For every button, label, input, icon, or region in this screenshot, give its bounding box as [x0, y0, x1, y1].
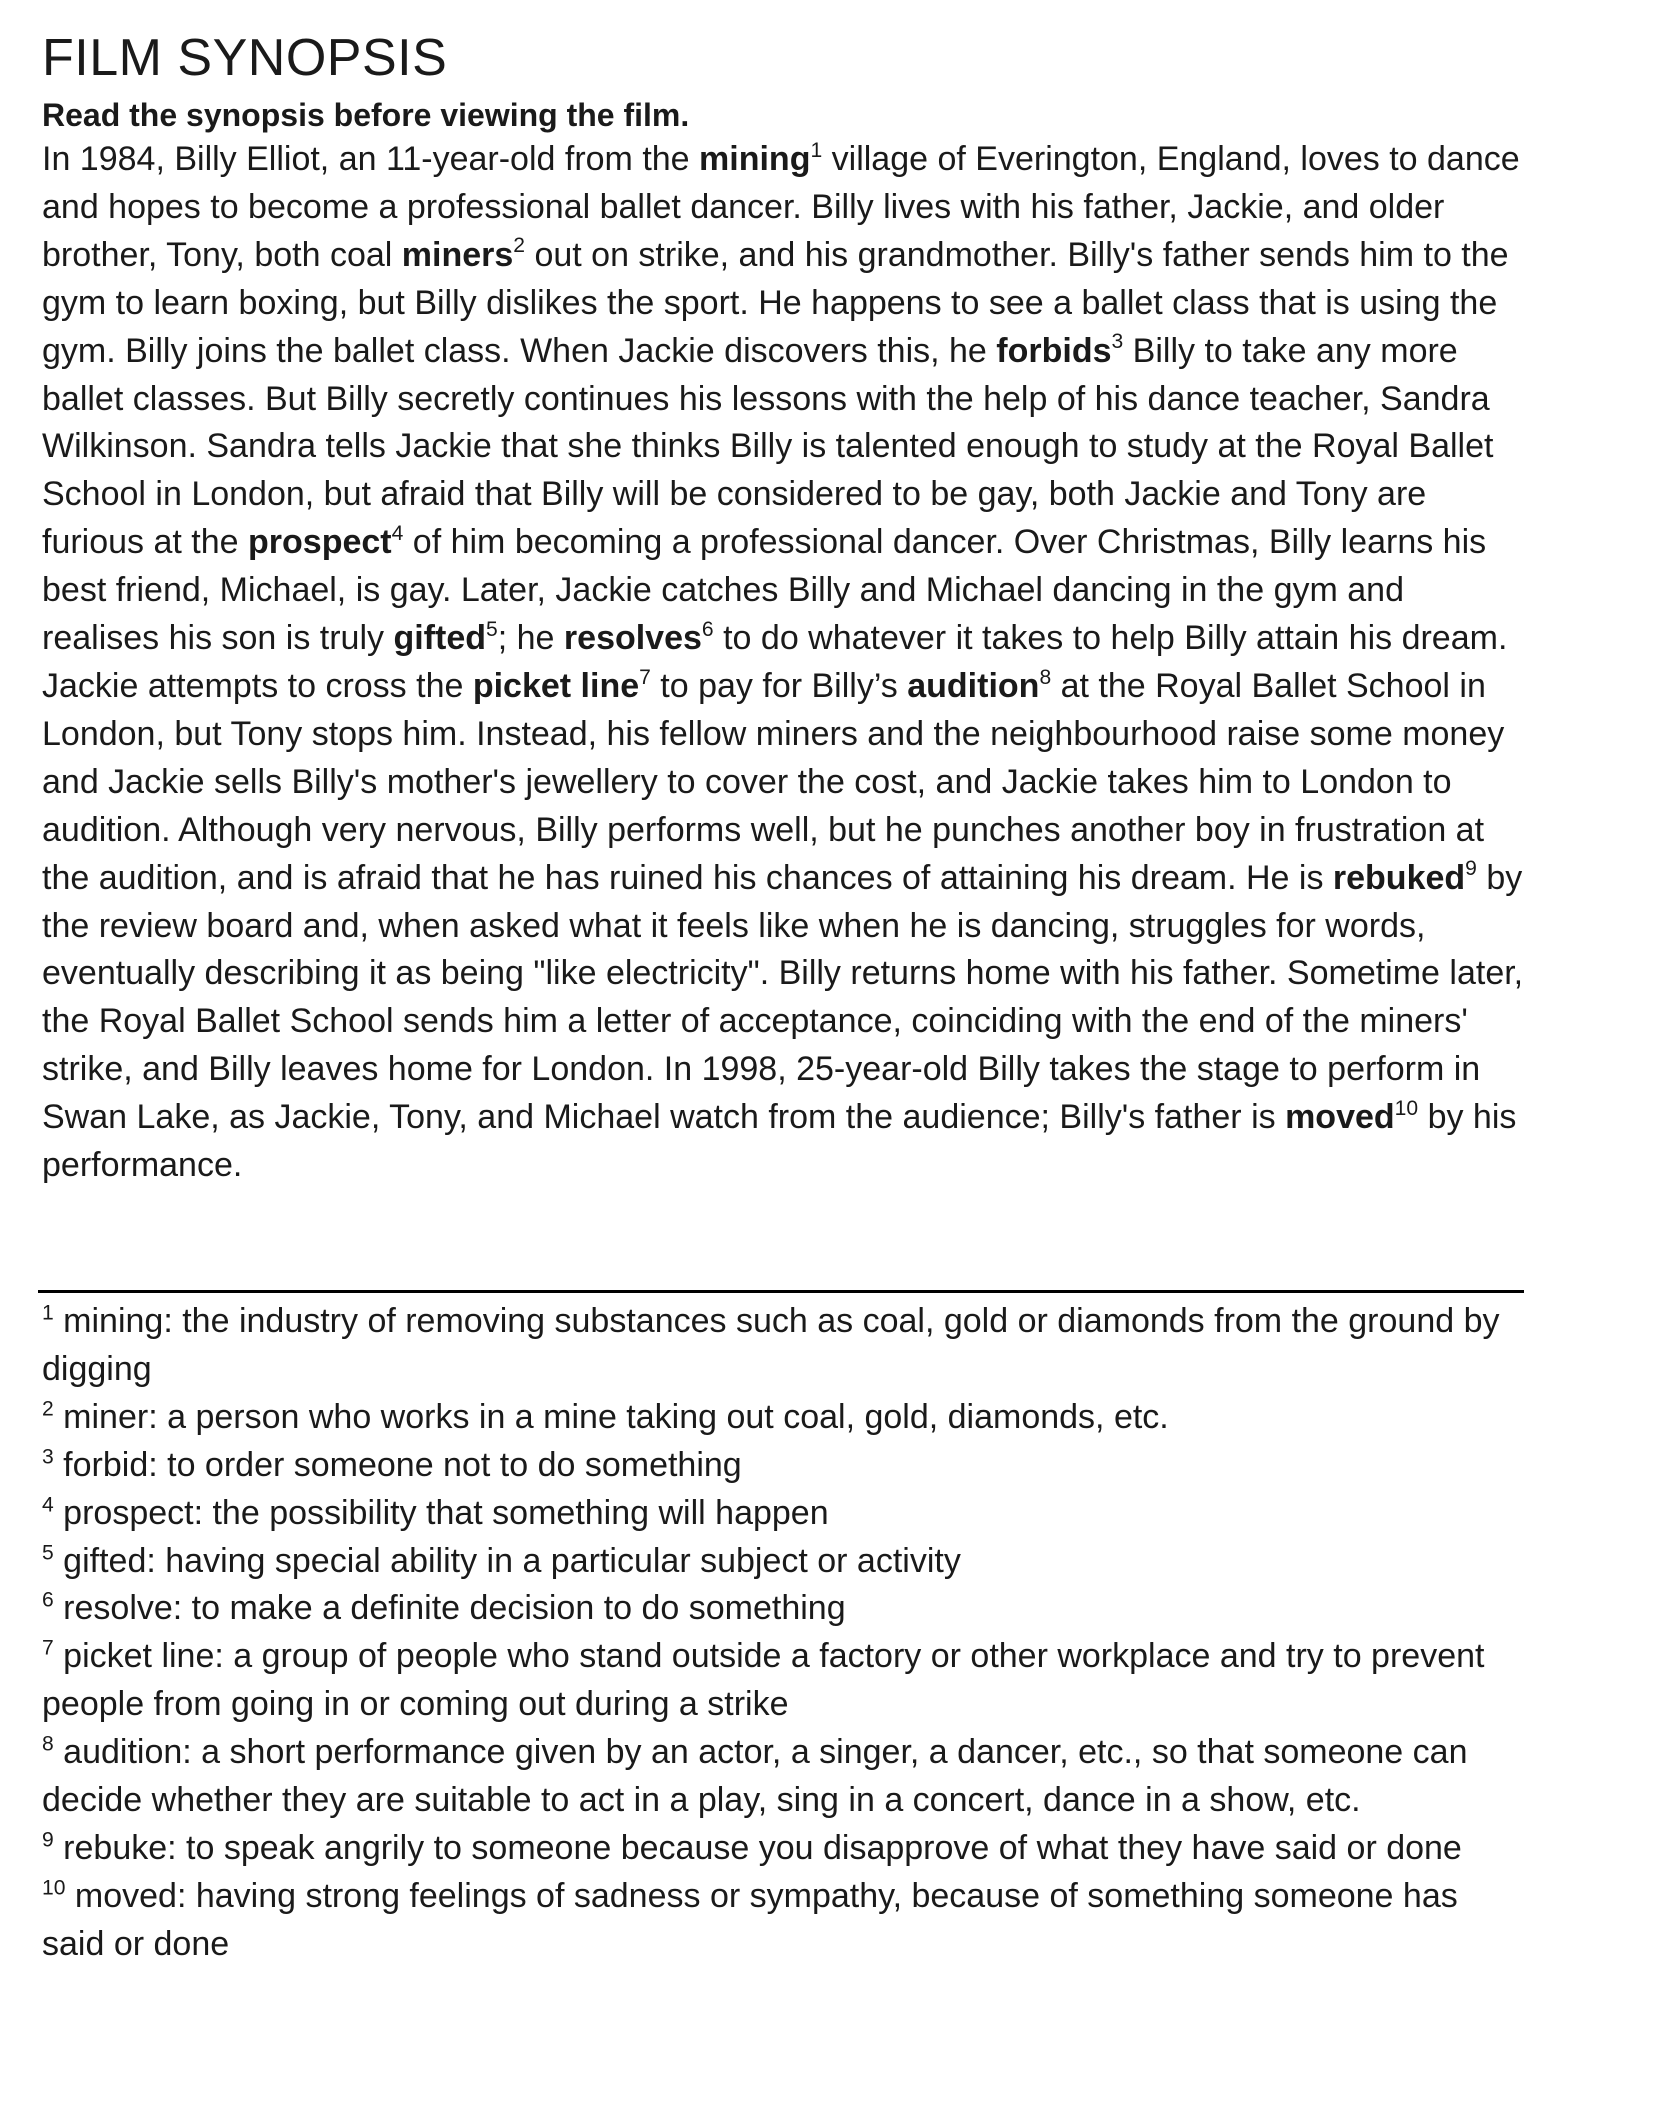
glossary-term: prospect [248, 523, 392, 562]
synopsis-text: out on strike, and his grandmother. Billy's father sends him to the gym to learn boxing, but Billy dislikes the sport. He happens to see a ballet class that is using the gym. Billy joins the ballet class. When Jackie discovers this, he [42, 235, 1509, 370]
glossary-term: forbids [996, 331, 1112, 370]
reading-instruction: Read the synopsis before viewing the film. [42, 97, 690, 133]
synopsis-text: to do whatever it takes to help Billy attain his dream. Jackie attempts to cross the [42, 619, 1508, 705]
page-title: FILM SYNOPSIS [42, 29, 448, 87]
document-page [42, 28, 1527, 1190]
footnote-number: 3 [42, 1445, 54, 1469]
footnote-number: 4 [42, 1493, 54, 1517]
synopsis-text: at the Royal Ballet School in London, but Tony stops him. Instead, his fellow miners and the neighbourhood raise some money and Jackie sells Billy's mother's jewellery to cover the cost, and Jackie takes him to London to audition. Although very nervous, Billy performs well, but he punches another boy in frustration at the audition, and is afraid that he has ruined his chances of attaining his dream. He is [42, 666, 1505, 897]
footnote-ref: 9 [1465, 857, 1477, 881]
synopsis-text: of him becoming a professional dancer. Over Christmas, Billy learns his best friend, Michael, is gay. Later, Jackie catches Billy and Michael dancing in the gym and realises his son is truly [42, 523, 1487, 658]
footnote-ref: 1 [810, 138, 823, 162]
footnote-number: 8 [42, 1732, 54, 1756]
footnote-ref: 8 [1039, 665, 1052, 689]
footnote-text: resolve: to make a definite decision to do something [53, 1589, 846, 1628]
footnote-item [42, 1633, 1527, 1729]
glossary-term: gifted [393, 619, 487, 658]
footnote-ref: 10 [1394, 1096, 1419, 1120]
glossary-term: mining [699, 140, 811, 178]
footnote-text: audition: a short performance given by an actor, a singer, a dancer, etc., so that someone can decide whether they are suitable to act in a play, sing in a concert, dance in a show, etc. [42, 1733, 1468, 1820]
footnote-number: 6 [42, 1589, 54, 1613]
footnote-item [42, 1394, 1527, 1442]
footnote-divider [38, 1290, 1524, 1293]
footnote-text: mining: the industry of removing substances such as coal, gold or diamonds from the ground by digging [42, 1302, 1500, 1388]
footnote-text: picket line: a group of people who stand outside a factory or other workplace and try to prevent people from going in or coming out during a strike [42, 1637, 1485, 1724]
footnote-text: prospect: the possibility that something will happen [53, 1493, 829, 1532]
synopsis-text: by his performance. [42, 1098, 1517, 1185]
synopsis-text: Billy to take any more ballet classes. But Billy secretly continues his lessons with the help of his dance teacher, Sandra Wilkinson. Sandra tells Jackie that she thinks Billy is talented enough to study at the Royal Ballet School in London, but afraid that Billy will be considered to be gay, both Jackie and Tony are furious at the [42, 331, 1494, 562]
footnote-item [42, 1490, 1527, 1538]
footnote-ref: 2 [513, 234, 525, 258]
footnote-item [42, 1298, 1527, 1394]
footnote-ref: 7 [639, 665, 651, 689]
footnotes-list [42, 1298, 1527, 1969]
glossary-term: picket line [472, 666, 640, 705]
footnote-item [42, 1873, 1527, 1969]
synopsis-paragraph [42, 136, 1527, 1190]
synopsis-text: to pay for Billy’s [650, 666, 908, 705]
footnote-number: 10 [42, 1876, 66, 1900]
footnote-number: 7 [42, 1637, 54, 1661]
glossary-term: audition [907, 666, 1040, 705]
glossary-term: moved [1285, 1098, 1395, 1137]
synopsis-text: In 1984, Billy Elliot, an 11-year-old from the [42, 140, 700, 178]
footnote-text: miner: a person who works in a mine taking out coal, gold, diamonds, etc. [53, 1397, 1169, 1436]
footnote-item [42, 1442, 1527, 1490]
footnote-number: 5 [42, 1541, 54, 1565]
footnote-ref: 4 [391, 521, 404, 545]
footnote-item [42, 1585, 1527, 1633]
footnote-ref: 5 [486, 617, 498, 641]
footnote-item [42, 1729, 1527, 1825]
footnote-number: 9 [42, 1828, 54, 1852]
footnote-number: 2 [42, 1397, 54, 1421]
glossary-term: rebuked [1332, 858, 1466, 897]
synopsis-text: village of Everington, England, loves to dance and hopes to become a professional ballet dancer. Billy lives with his father, Jackie, and older brother, Tony, both coal [42, 140, 1520, 274]
footnote-item [42, 1825, 1527, 1873]
footnote-text: rebuke: to speak angrily to someone because you disapprove of what they have said or done [53, 1828, 1462, 1867]
footnote-ref: 3 [1111, 330, 1124, 354]
footnote-text: forbid: to order someone not to do something [53, 1445, 742, 1484]
footnote-number: 1 [42, 1301, 54, 1325]
footnote-ref: 6 [701, 617, 714, 641]
glossary-term: resolves [563, 619, 702, 658]
synopsis-text: ; he [497, 619, 564, 658]
synopsis-text: by the review board and, when asked what it feels like when he is dancing, struggles for words, eventually describing it as being "like electricity". Billy returns home with his father. Sometime later, the Royal Ballet School sends him a letter of acceptance, coinciding with the end of the miners' strike, and Billy leaves home for London. In 1998, 25-year-old Billy takes the stage to perform in Swan Lake, as Jackie, Tony, and Michael watch from the audience; Billy's father is [42, 858, 1524, 1137]
footnote-text: moved: having strong feelings of sadness or sympathy, because of something someone has said or done [42, 1876, 1458, 1963]
footnote-text: gifted: having special ability in a particular subject or activity [53, 1541, 961, 1580]
footnote-item [42, 1538, 1527, 1586]
glossary-term: miners [401, 235, 514, 274]
